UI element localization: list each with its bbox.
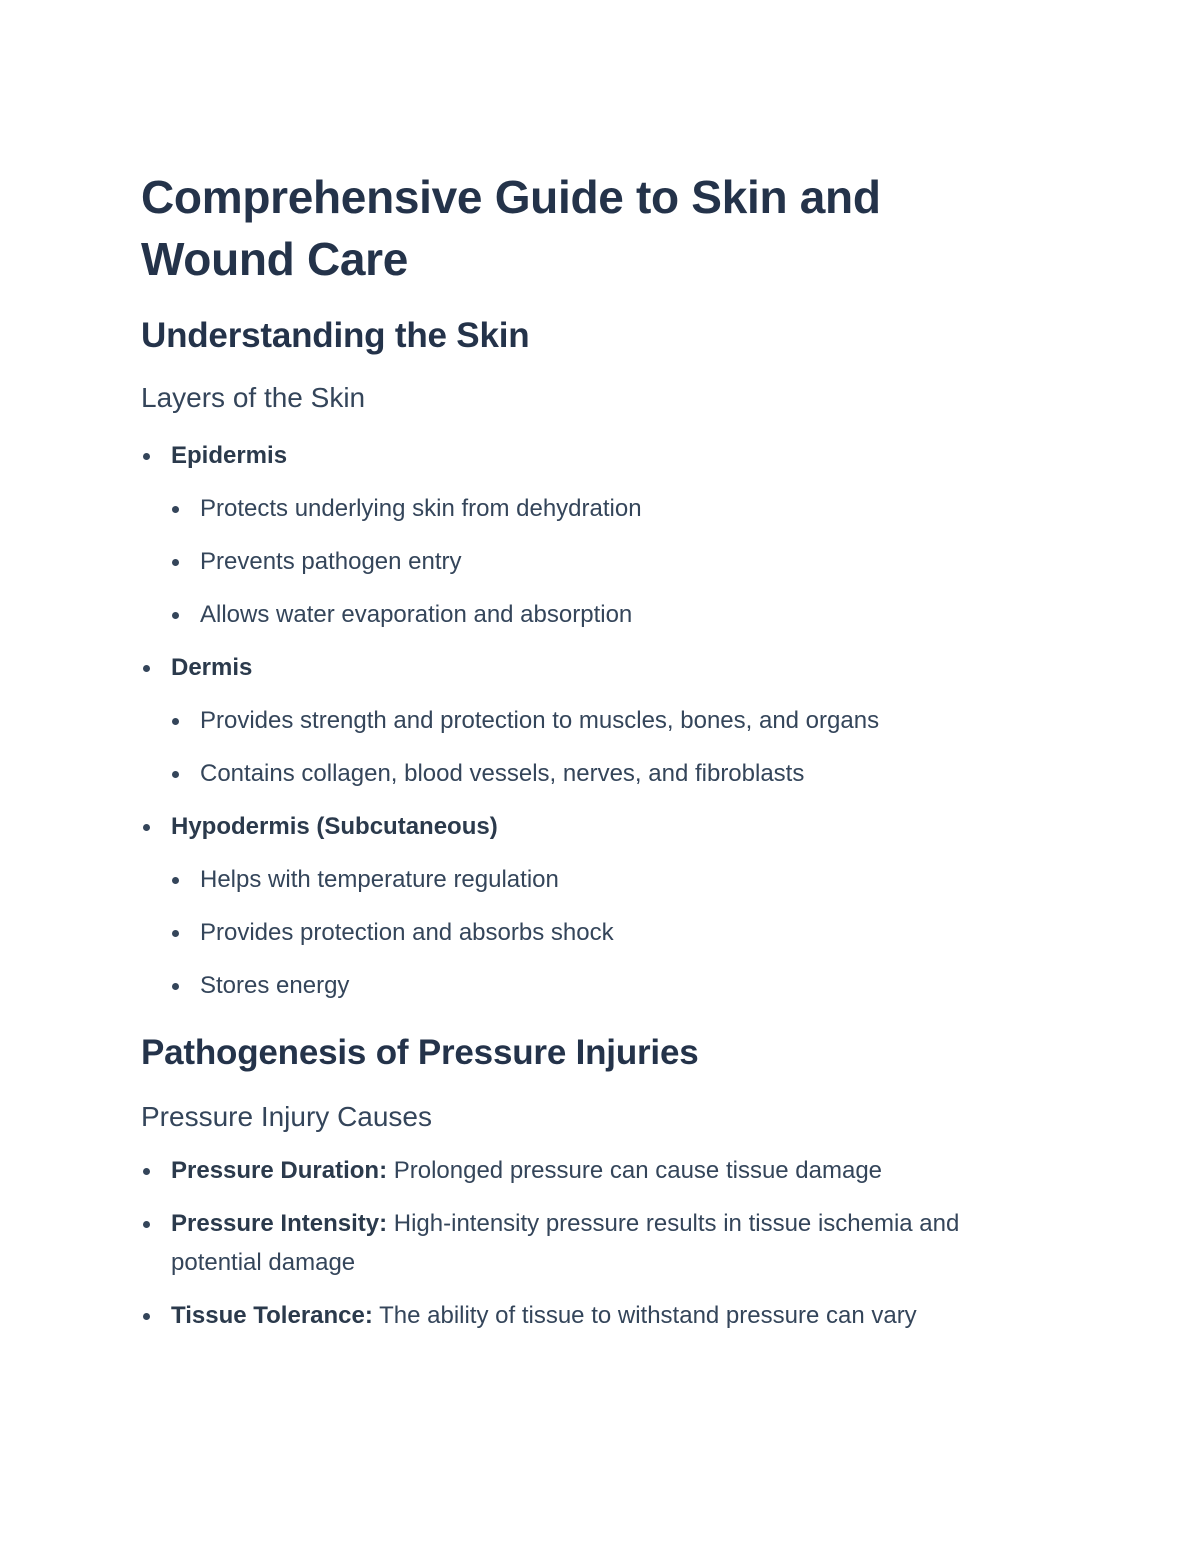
list-item <box>141 489 1041 528</box>
list-item-text: The ability of tissue to withstand pressure can vary <box>379 1302 917 1329</box>
list-item-epidermis <box>141 436 1041 475</box>
pressure-causes-list <box>141 1151 1041 1335</box>
list-item <box>141 701 1041 740</box>
bullet-icon <box>143 824 150 831</box>
section-heading-pathogenesis: Pathogenesis of Pressure Injuries <box>141 1033 699 1072</box>
list-item-label: Dermis <box>171 654 253 681</box>
bullet-icon <box>172 559 179 566</box>
list-item-text: Provides strength and protection to muscles, bones, and organs <box>200 707 880 734</box>
list-item-text: Allows water evaporation and absorption <box>200 601 633 628</box>
list-item-text: Protects underlying skin from dehydration <box>200 495 642 522</box>
bullet-icon <box>143 1221 150 1228</box>
list-item-tissue-tolerance <box>141 1296 1041 1335</box>
list-item-text: Prevents pathogen entry <box>200 548 462 575</box>
bullet-icon <box>172 612 179 619</box>
list-item <box>141 542 1041 581</box>
list-item <box>141 595 1041 634</box>
bullet-icon <box>172 983 179 990</box>
list-item-text: Helps with temperature regulation <box>200 866 559 893</box>
bullet-icon <box>143 453 150 460</box>
section-heading-understanding-skin: Understanding the Skin <box>141 316 530 355</box>
list-item-hypodermis <box>141 807 1041 846</box>
bullet-icon <box>143 665 150 672</box>
list-item-pressure-duration <box>141 1151 1041 1190</box>
list-item-text: Stores energy <box>200 972 350 999</box>
list-item-label: Hypodermis (Subcutaneous) <box>171 813 498 840</box>
bullet-icon <box>172 877 179 884</box>
list-item-dermis <box>141 648 1041 687</box>
bullet-icon <box>143 1313 150 1320</box>
bullet-icon <box>172 930 179 937</box>
list-item-label: Pressure Duration: <box>171 1157 388 1184</box>
document-page <box>141 166 1041 1335</box>
subheading-layers-of-skin: Layers of the Skin <box>141 382 366 413</box>
list-item-text: Contains collagen, blood vessels, nerves, and fibroblasts <box>200 760 805 787</box>
list-item-label: Tissue Tolerance: <box>171 1302 373 1329</box>
list-item <box>141 913 1041 952</box>
list-item <box>141 860 1041 899</box>
skin-layers-list <box>141 436 1041 1005</box>
bullet-icon <box>172 718 179 725</box>
list-item <box>141 966 1041 1005</box>
list-item-text: Provides protection and absorbs shock <box>200 919 614 946</box>
list-item-text: Prolonged pressure can cause tissue damage <box>393 1157 883 1184</box>
bullet-icon <box>143 1168 150 1175</box>
bullet-icon <box>172 506 179 513</box>
subheading-pressure-injury-causes: Pressure Injury Causes <box>141 1101 433 1132</box>
list-item-label: Pressure Intensity: <box>171 1210 388 1237</box>
document-title: Comprehensive Guide to Skin and Wound Care <box>141 171 881 285</box>
list-item-label: Epidermis <box>171 442 288 469</box>
list-item-pressure-intensity <box>141 1204 1041 1282</box>
bullet-icon <box>172 771 179 778</box>
list-item <box>141 754 1041 793</box>
list-item-text: High-intensity pressure results in tissue ischemia and potential damage <box>171 1210 960 1276</box>
